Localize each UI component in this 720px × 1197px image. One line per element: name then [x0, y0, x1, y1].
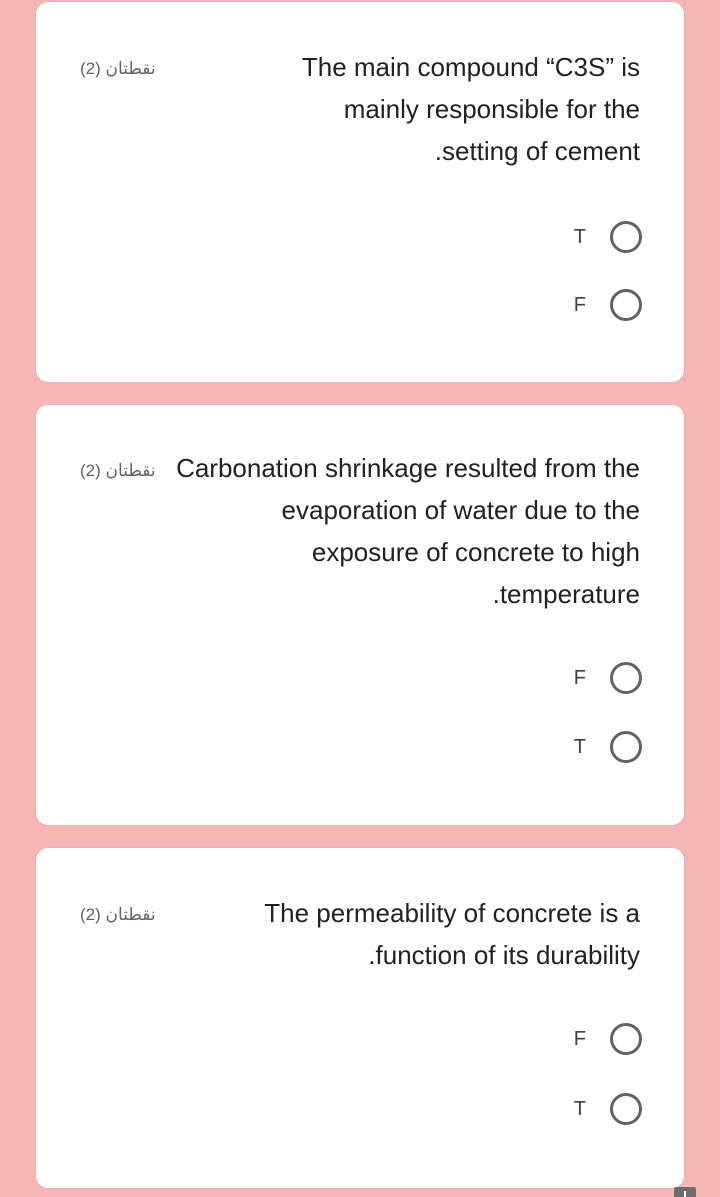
option-t[interactable]	[574, 218, 642, 256]
radio-button[interactable]	[610, 289, 642, 321]
question-card	[36, 405, 684, 825]
option-label: T	[573, 735, 586, 758]
radio-button[interactable]	[610, 662, 642, 694]
question-card	[36, 848, 684, 1188]
question-text	[170, 447, 640, 615]
question-text-content: The main compound “C3S” is mainly responsible for the setting of cement.	[301, 52, 640, 166]
question-text	[260, 46, 640, 172]
option-label: F	[573, 1027, 586, 1050]
option-label: F	[573, 293, 586, 316]
scroll-indicator-icon	[674, 1187, 696, 1197]
option-label: T	[573, 1097, 586, 1120]
question-card	[36, 2, 684, 382]
option-t[interactable]	[574, 728, 642, 766]
option-label: T	[573, 225, 586, 248]
option-f[interactable]	[574, 659, 642, 697]
option-t[interactable]	[574, 1090, 642, 1128]
option-label: F	[573, 666, 586, 689]
option-f[interactable]	[574, 1020, 642, 1058]
option-f[interactable]	[574, 286, 642, 324]
question-text-content: The permeability of concrete is a function of its durability.	[264, 898, 640, 970]
points-label: نقطتان (2)	[80, 59, 156, 78]
question-text	[200, 892, 640, 976]
points-label: نقطتان (2)	[80, 905, 156, 924]
radio-button[interactable]	[610, 731, 642, 763]
question-text-content: Carbonation shrinkage resulted from the evaporation of water due to the exposure of concrete to high temperature.	[176, 453, 640, 609]
points-label: نقطتان (2)	[80, 461, 156, 480]
radio-button[interactable]	[610, 1093, 642, 1125]
radio-button[interactable]	[610, 1023, 642, 1055]
radio-button[interactable]	[610, 221, 642, 253]
